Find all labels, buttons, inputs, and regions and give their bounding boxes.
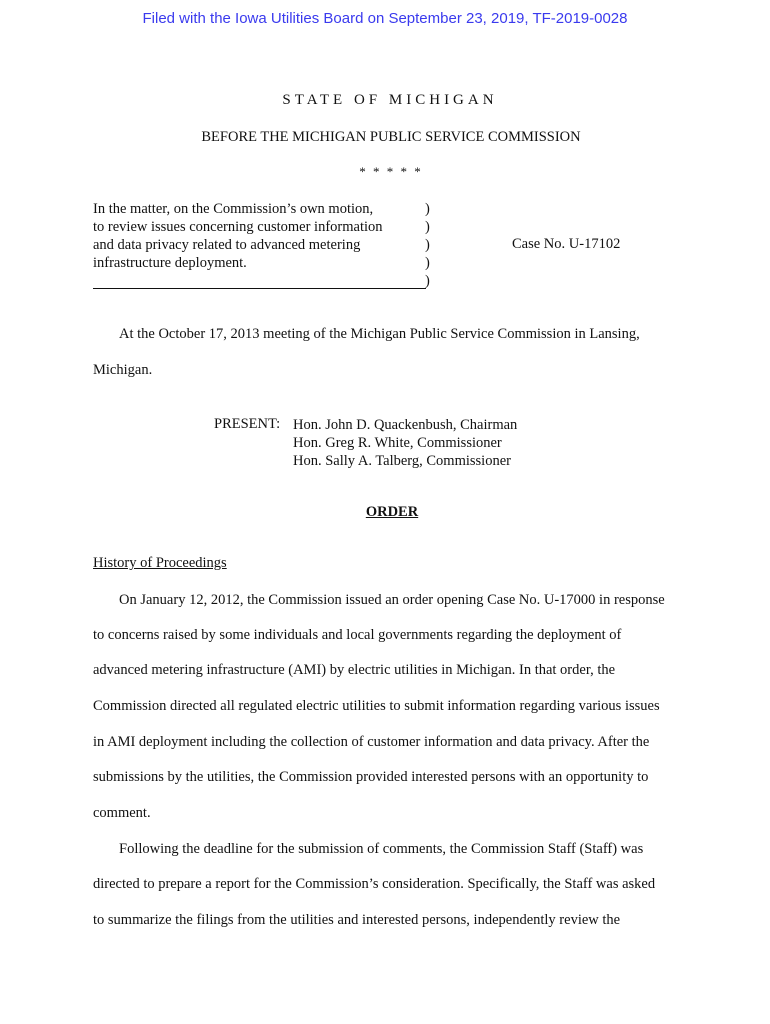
filed-banner: Filed with the Iowa Utilities Board on September 23, 2019, TF-2019-0028 bbox=[142, 10, 628, 27]
body-line: comment. bbox=[93, 805, 151, 821]
present-member: Hon. Sally A. Talberg, Commissioner bbox=[293, 453, 511, 469]
meeting-line-2: Michigan. bbox=[93, 362, 153, 378]
commission-heading: BEFORE THE MICHIGAN PUBLIC SERVICE COMMISSION bbox=[201, 129, 581, 145]
body-line: Following the deadline for the submission of comments, the Commission Staff (Staff) was bbox=[119, 841, 644, 857]
caption-paren: ) bbox=[425, 219, 430, 235]
body-line: advanced metering infrastructure (AMI) by electric utilities in Michigan. In that order, the bbox=[93, 662, 616, 678]
caption-paren: ) bbox=[425, 237, 430, 253]
separator-stars: * * * * * bbox=[359, 164, 423, 179]
body-line: to summarize the filings from the utilities and interested persons, independently review the bbox=[93, 912, 621, 928]
body-line: in AMI deployment including the collection of customer information and data privacy. After the bbox=[93, 734, 650, 750]
present-label: PRESENT: bbox=[214, 416, 281, 432]
section-heading: History of Proceedings bbox=[93, 555, 227, 571]
caption-paren: ) bbox=[425, 201, 430, 217]
case-number: Case No. U-17102 bbox=[512, 236, 621, 252]
present-member: Hon. Greg R. White, Commissioner bbox=[293, 435, 502, 451]
present-member: Hon. John D. Quackenbush, Chairman bbox=[293, 417, 518, 433]
case-caption bbox=[93, 200, 423, 272]
body-line: On January 12, 2012, the Commission issued an order opening Case No. U-17000 in response bbox=[119, 592, 665, 608]
caption-parentheses bbox=[425, 200, 430, 290]
meeting-line-1: At the October 17, 2013 meeting of the Michigan Public Service Commission in Lansing, bbox=[119, 326, 640, 342]
caption-paren: ) bbox=[425, 255, 430, 271]
order-heading: ORDER bbox=[365, 504, 419, 520]
caption-line: infrastructure deployment. bbox=[93, 255, 247, 271]
caption-line: and data privacy related to advanced metering bbox=[93, 237, 361, 253]
body-line: directed to prepare a report for the Commission’s consideration. Specifically, the Staff was asked bbox=[93, 876, 656, 892]
caption-paren: ) bbox=[425, 273, 430, 289]
state-title: STATE OF MICHIGAN bbox=[282, 92, 498, 108]
body-line: Commission directed all regulated electric utilities to submit information regarding various issues bbox=[93, 698, 660, 714]
body-line: to concerns raised by some individuals and local governments regarding the deployment of bbox=[93, 627, 622, 643]
caption-line: to review issues concerning customer information bbox=[93, 219, 383, 235]
caption-underline bbox=[93, 288, 426, 289]
body-line: submissions by the utilities, the Commission provided interested persons with an opportunity to bbox=[93, 769, 649, 785]
present-members bbox=[293, 416, 517, 470]
caption-line: In the matter, on the Commission’s own motion, bbox=[93, 201, 374, 217]
